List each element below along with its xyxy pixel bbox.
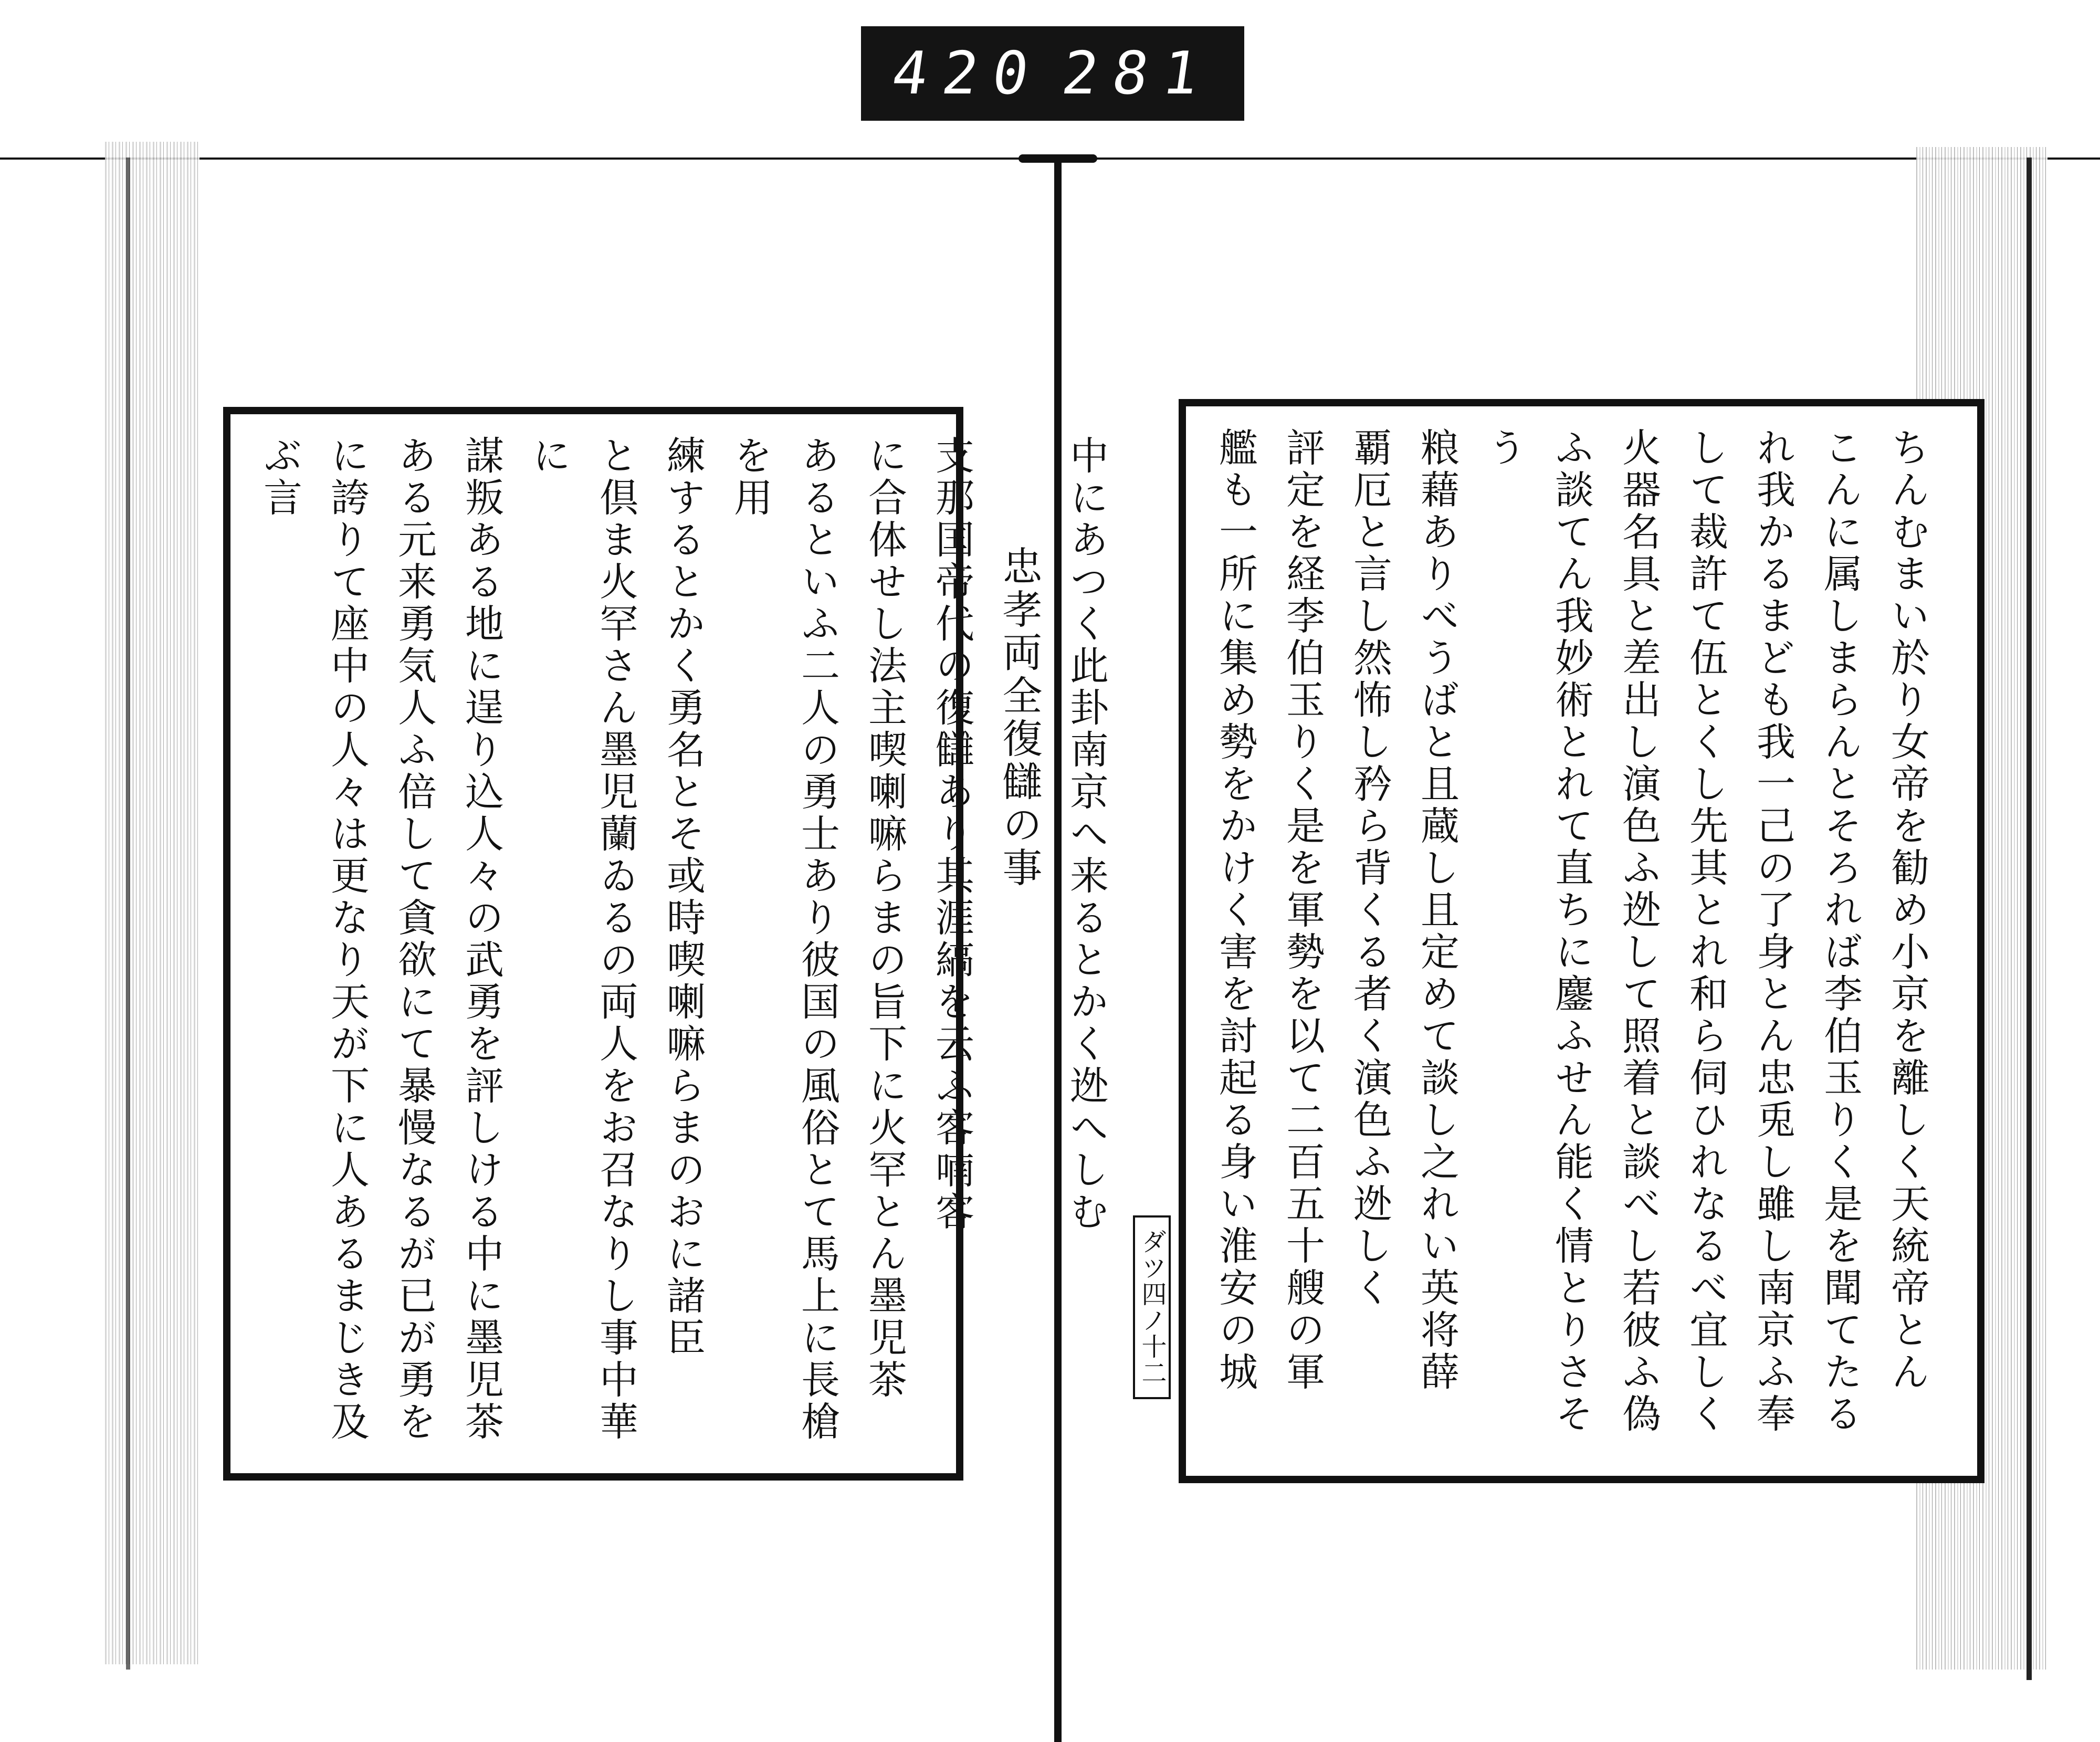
frame-number-right: 281 (1057, 39, 1218, 108)
book-spine-cap (1018, 154, 1097, 163)
section-heading: 忠孝両全復讎の事 (996, 545, 1043, 890)
text-line: と倶ま火罕さん墨児蘭ゐるの両人をお召なりし事中華に (526, 435, 638, 1443)
text-line: して裁許て伍とくし先其とれ和ら伺ひれなるべ宜しく (1683, 427, 1728, 1435)
text-line: あるといふ二人の勇士あり彼国の風俗とて馬上に長槍を用 (728, 435, 840, 1443)
text-line: に合体せし法主喫喇嘛らまの旨下に火罕とん墨児茶 (862, 435, 907, 1401)
text-line: ある元来勇気人ふ倍して貪欲にて暴慢なるが已が勇を (392, 435, 437, 1443)
text-line: こんに属しまらんとそろれば李伯玉りく是を聞てたる (1818, 427, 1863, 1435)
text-line: 粮藉ありべうばと且蔵し且定めて談し之れい英将薛 (1414, 427, 1460, 1393)
right-page-text-frame (1179, 399, 1984, 1483)
frame-number-label (861, 26, 1244, 121)
margin-page-label: ダツ四ノ十二 (1133, 1215, 1171, 1399)
right-page-edge-line (2026, 158, 2032, 1680)
frame-number-left: 420 (887, 39, 1048, 108)
text-line: に誇りて座中の人々は更なり天が下に人あるまじき及ぶ言 (257, 435, 370, 1443)
text-line: れ我かるまども我一己の了身とん忠兎し雖し南京ふ奉 (1750, 427, 1796, 1435)
text-line: 支那国帝代の復讎あり其涯縞を云ふ客喃客 (929, 435, 974, 1233)
text-line: ちんむまい於り女帝を勧め小京を離しく天統帝とん (1885, 427, 1930, 1393)
left-page-edge-line (126, 158, 130, 1670)
text-line: ふ談てん我妙術とれて直ちに鏖ふせん能く情とりさそう (1482, 427, 1594, 1435)
text-line: 評定を経李伯玉りく是を軍勢を以て二百五十艘の軍 (1280, 427, 1325, 1393)
text-line: 火器名具と差出し演色ふ迯して照着と談べし若彼ふ偽 (1616, 427, 1661, 1435)
text-line: 中にあつく此卦南京へ来るとかく迯へしむ (1064, 435, 1109, 1233)
left-page-fore-edge (105, 142, 200, 1664)
text-line: 練するとかく勇名とそ或時喫喇嘛らまのおに諸臣 (660, 435, 706, 1359)
text-line: 覇厄と言し然怖し矜ら背くる者く演色ふ迯しく (1347, 427, 1392, 1309)
left-page-text-block (230, 414, 1136, 1473)
text-line: 謀叛ある地に逞り込人々の武勇を評しける中に墨児茶 (459, 435, 504, 1443)
left-page-text-frame (223, 407, 1109, 1481)
right-page-text-block (1186, 406, 1957, 1476)
text-line: 艦も一所に集め勢をかけく害を討起る身い淮安の城 (1213, 427, 1258, 1393)
